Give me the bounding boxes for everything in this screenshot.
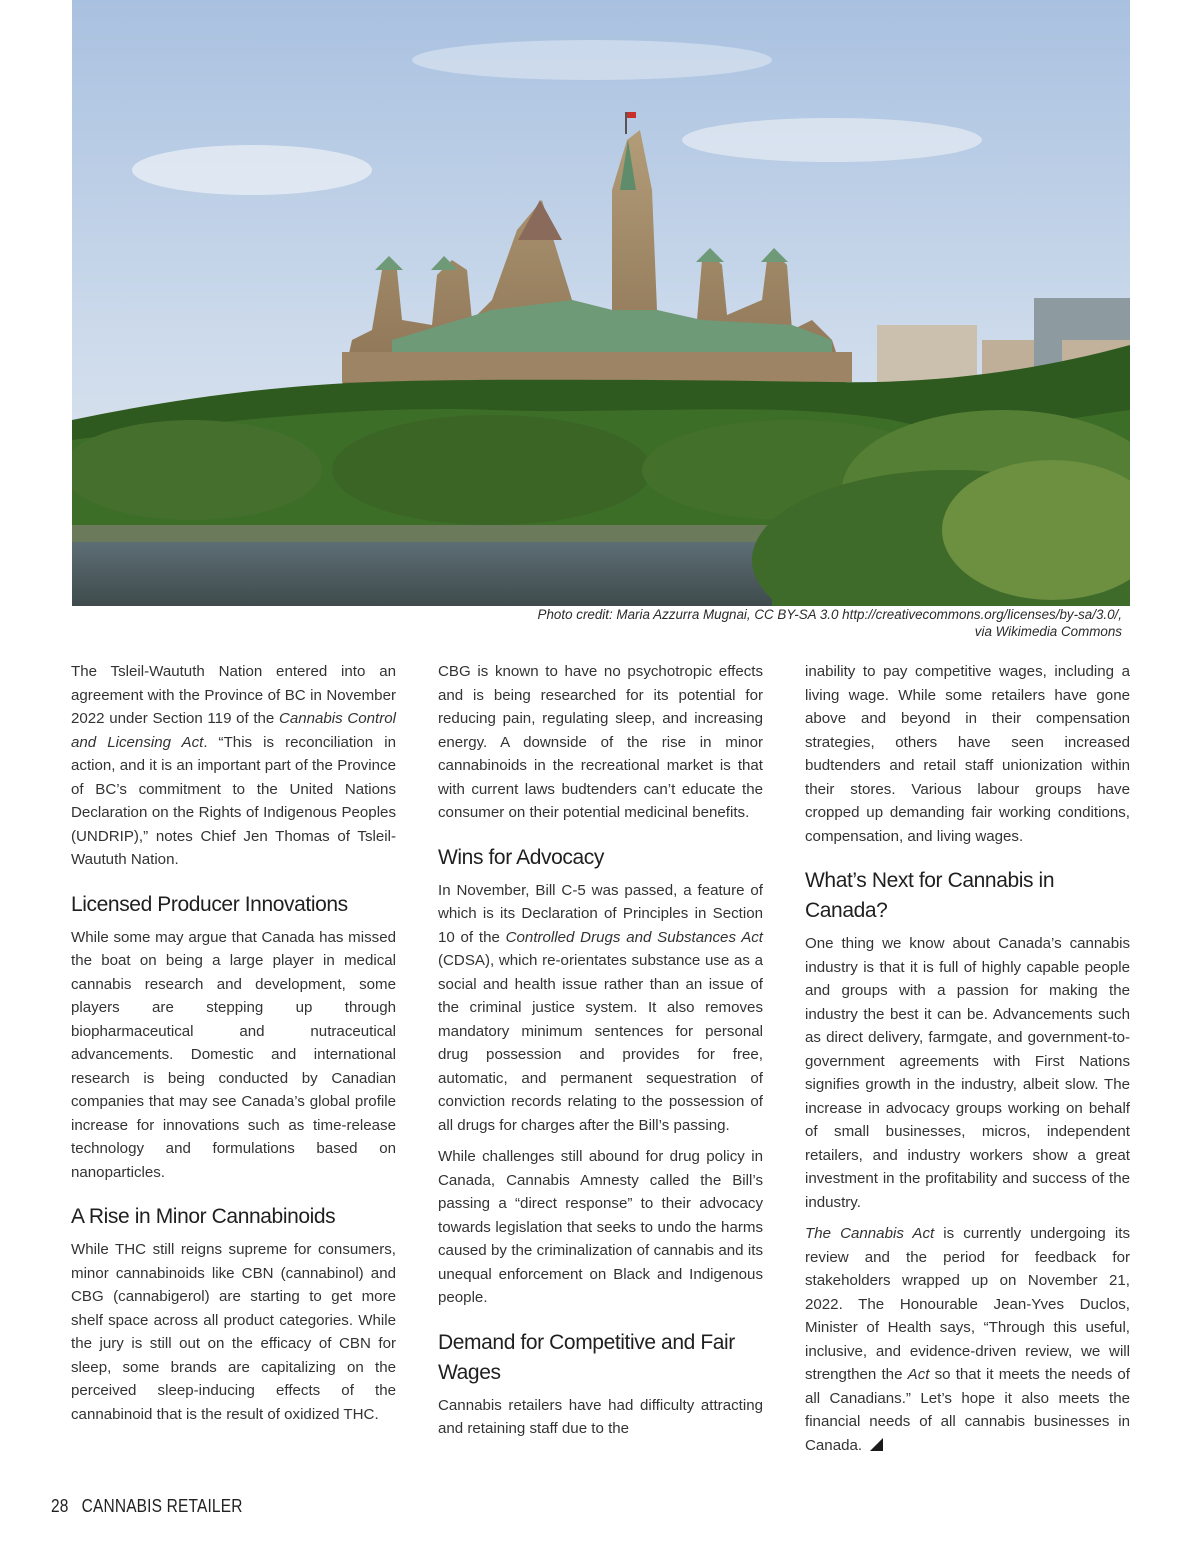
heading-whats-next: What’s Next for Cannabis in Canada? [805, 869, 1055, 922]
paragraph-licensed-producer: While some may argue that Canada has missed the boat on being a large player in medical cannabis research and development, some players are stepping up through biopharmaceutical and nutraceutical advancements. Domestic and international research is being conducted by Canadian companies that may see Canada’s global profile increase for innovations such as time-release technology and formulations based on nanoparticles. [71, 928, 396, 1181]
page-footer [51, 1496, 243, 1517]
article-column-2 [438, 660, 763, 1449]
heading-wins-for-advocacy: Wins for Advocacy [438, 845, 604, 869]
article-column-3 [805, 660, 1130, 1465]
publication-name: CANNABIS RETAILER [81, 1496, 243, 1516]
paragraph-tsleil-waututh: The Tsleil-Waututh Nation entered into an agreement with the Province of BC in November 2022 under Section 119 of the Cannabis Control and Licensing Act. “This is reconciliation in action, and it is an important part of the Province of BC’s commitment to the United Nations Declaration on the Rights of Indigenous Peoples (UNDRIP),” notes Chief Jen Thomas of Tsleil-Waututh Nation. [71, 663, 396, 868]
heading-demand-competitive-wages: Demand for Competitive and Fair Wages [438, 1330, 735, 1384]
paragraph-bill-c5: In November, Bill C-5 was passed, a feature of which is its Declaration of Principles in Section 10 of the Controlled Drugs and Substances Act (CDSA), which re-orientates substance use as a social and health issue rather than an issue of the criminal justice system. It also removes mandatory minimum sentences for personal drug possession and provides for free, automatic, and permanent sequestration of conviction records relating to the possession of all drugs for charges after the Bill’s passing. [438, 881, 763, 1134]
paragraph-retailers-staffing: Cannabis retailers have had difficulty attracting and retaining staff due to the [438, 1396, 763, 1437]
parliament-photo-illustration [72, 0, 1130, 606]
photo-credit-line: Photo credit: Maria Azzurra Mugnai, CC BY-SA 3.0 http://creativecommons.org/licenses/by-sa/3.0/, [537, 607, 1122, 622]
end-of-article-icon [870, 1438, 883, 1451]
photo-caption [362, 606, 1122, 640]
paragraph-industry-growth: One thing we know about Canada’s cannabis industry is that it is full of highly capable people and groups with a passion for making the industry the best it can be. Advancements such as direct delivery, farmgate, and government-to-government agreements with First Nations signifies growth in the industry, albeit slow. The increase in advocacy groups working on behalf of small businesses, micros, independent retailers, and industry workers show a great investment in the profitability and success of the industry. [805, 935, 1130, 1211]
paragraph-minor-cannabinoids: While THC still reigns supreme for consumers, minor cannabinoids like CBN (cannabinol) and CBG (cannabigerol) are starting to get more shelf space across all product categories. While the jury is still out on the efficacy of CBN for sleep, some brands are capitalizing on the perceived sleep-inducing effects of the cannabinoid that is the result of oxidized THC. [71, 1241, 396, 1423]
paragraph-living-wage: inability to pay competitive wages, including a living wage. While some retailers have gone above and beyond in their compensation strategies, others have seen increased budtenders and retail staff unionization within their stores. Various labour groups have cropped up demanding fair working conditions, compensation, and living wages. [805, 663, 1130, 845]
heading-licensed-producer-innovations: Licensed Producer Innovations [71, 892, 348, 916]
parliament-photo [72, 0, 1130, 606]
photo-source-line: via Wikimedia Commons [974, 624, 1122, 639]
article-column-1 [71, 660, 396, 1434]
heading-rise-minor-cannabinoids: A Rise in Minor Cannabinoids [71, 1205, 336, 1228]
paragraph-cannabis-amnesty: While challenges still abound for drug policy in Canada, Cannabis Amnesty called the Bill’s passing a “direct response” to their advocacy towards legislation that seeks to undo the harms caused by the criminalization of cannabis and its unequal enforcement on Black and Indigenous people. [438, 1148, 763, 1306]
paragraph-cannabis-act-review: The Cannabis Act is currently undergoing its review and the period for feedback for stakeholders wrapped up on November 21, 2022. The Honourable Jean-Yves Duclos, Minister of Health says, “Through this useful, inclusive, and evidence-driven review, we will strengthen the Act so that it meets the needs of all Canadians.” Let’s hope it also meets the financial needs of all cannabis businesses in Canada. [805, 1225, 1130, 1454]
paragraph-cbg: CBG is known to have no psychotropic effects and is being researched for its potential for reducing pain, regulating sleep, and increasing energy. A downside of the rise in minor cannabinoids in the recreational market is that with current laws budtenders can’t educate the consumer on their potential medicinal benefits. [438, 663, 763, 821]
page-number: 28 [51, 1496, 69, 1516]
